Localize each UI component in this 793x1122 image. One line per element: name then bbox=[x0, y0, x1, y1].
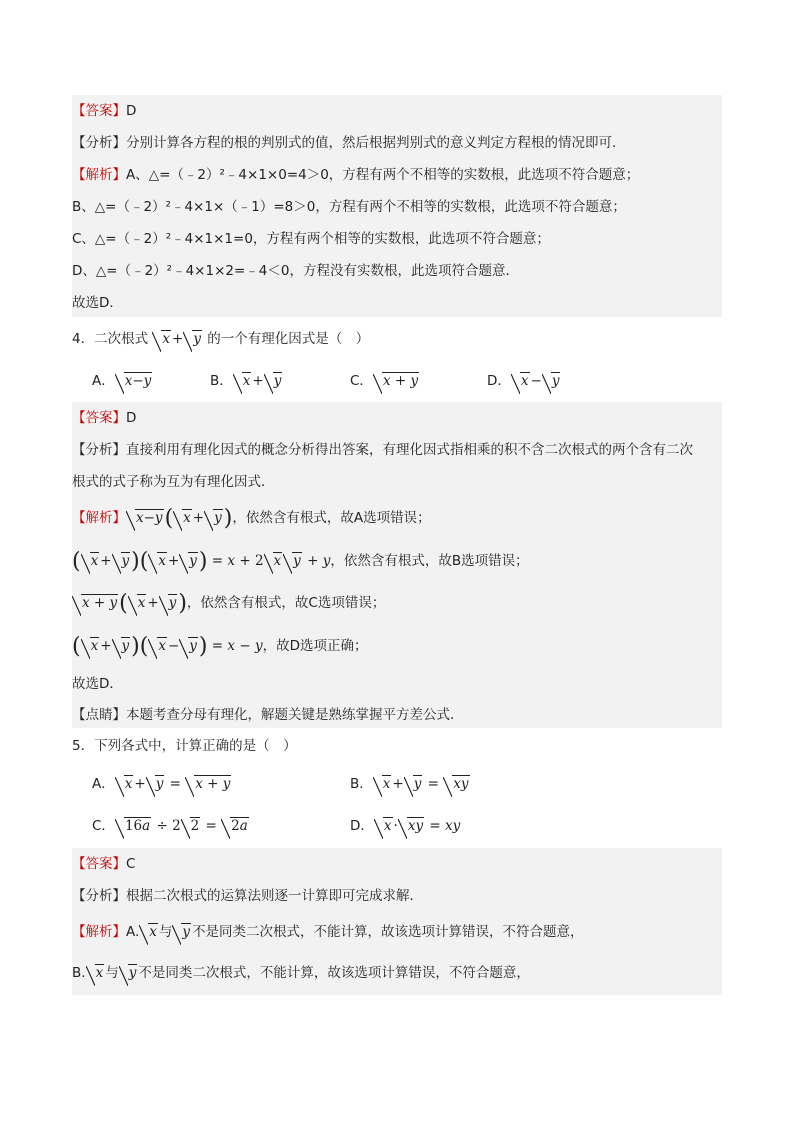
q4-option-d[interactable]: D． x − y bbox=[487, 373, 560, 389]
q4-conclusion: 故选D． bbox=[72, 676, 123, 692]
answer-tag: 【答案】 bbox=[72, 410, 126, 426]
analysis-tag: 【分析】 bbox=[72, 135, 126, 151]
q4-answer-block bbox=[72, 402, 722, 728]
q5-analysis: 根据二次根式的运算法则逐一计算即可完成求解． bbox=[126, 888, 423, 904]
comment-tag: 【点睛】 bbox=[72, 707, 126, 723]
q3-solution-c: C、△=（﹣2）²﹣4×1×1=0，方程有两个相等的实数根，此选项不符合题意； bbox=[72, 231, 550, 247]
q4-stem: 4．二次根式 x + y 的一个有理化因式是（ ） bbox=[72, 331, 370, 347]
q5-option-a[interactable]: A． x + y = x + y bbox=[92, 776, 231, 792]
q4-answer: D bbox=[126, 410, 137, 426]
answer-tag: 【答案】 bbox=[72, 856, 126, 872]
q4-option-c[interactable]: C． x + y bbox=[350, 373, 419, 389]
q5-answer-block bbox=[72, 848, 722, 995]
answer-tag: 【答案】 bbox=[72, 103, 126, 119]
q5-stem: 5．下列各式中，计算正确的是（ ） bbox=[72, 738, 297, 754]
q3-answer: D bbox=[126, 103, 137, 119]
analysis-tag: 【分析】 bbox=[72, 888, 126, 904]
q3-conclusion: 故选D． bbox=[72, 295, 123, 311]
q3-solution-a: A、△=（﹣2）²﹣4×1×0=4＞0，方程有两个不相等的实数根，此选项不符合题意； bbox=[126, 167, 640, 183]
q5-option-b[interactable]: B． x + y = xy bbox=[350, 776, 469, 792]
q3-analysis: 分别计算各方程的根的判别式的值，然后根据判别式的意义判定方程根的情况即可． bbox=[126, 135, 626, 151]
q5-solution-a: 【解析】A. x 与 y 不是同类二次根式，不能计算，故该选项计算错误，不符合题意， bbox=[72, 924, 584, 940]
q4-analysis-2: 根式的式子称为互为有理化因式． bbox=[72, 474, 275, 490]
q5-option-d[interactable]: D． x · xy = xy bbox=[350, 818, 461, 834]
q4-solution-c: x + y( x + y)，依然含有根式，故C选项错误； bbox=[72, 593, 385, 614]
q3-answer-block bbox=[72, 95, 722, 317]
q3-solution-d: D、△=（﹣2）²﹣4×1×2=﹣4＜0，方程没有实数根，此选项符合题意． bbox=[72, 263, 519, 279]
solution-tag: 【解析】 bbox=[72, 167, 126, 183]
analysis-tag: 【分析】 bbox=[72, 442, 126, 458]
q4-solution-b: ( x + y)( x + y) = x + 2 x y + y，依然含有根式，故B选项错误； bbox=[72, 549, 529, 574]
q3-solution-b: B、△=（﹣2）²﹣4×1×（﹣1）=8＞0，方程有两个不相等的实数根，此选项不符合题意； bbox=[72, 199, 626, 215]
q5-answer: C bbox=[126, 856, 136, 872]
q4-option-b[interactable]: B． x + y bbox=[210, 373, 282, 389]
q4-solution-d: ( x + y)( x − y) = x − y，故D选项正确； bbox=[72, 634, 368, 659]
q4-comment: 本题考查分母有理化，解题关键是熟练掌握平方差公式． bbox=[126, 707, 464, 723]
q4-analysis-1: 直接利用有理化因式的概念分析得出答案，有理化因式指相乘的积不含二次根式的两个含有二次 bbox=[126, 442, 693, 458]
q5-solution-b: B. x 与 y 不是同类二次根式，不能计算，故该选项计算错误，不符合题意， bbox=[72, 965, 530, 981]
q4-solution-a: 【解析】 x−y( x + y)，依然含有根式，故A选项错误； bbox=[72, 506, 431, 531]
q4-option-a[interactable]: A． x−y bbox=[92, 373, 152, 389]
q5-option-c[interactable]: C． 16a ÷ 2 2 = 2a bbox=[92, 818, 248, 834]
